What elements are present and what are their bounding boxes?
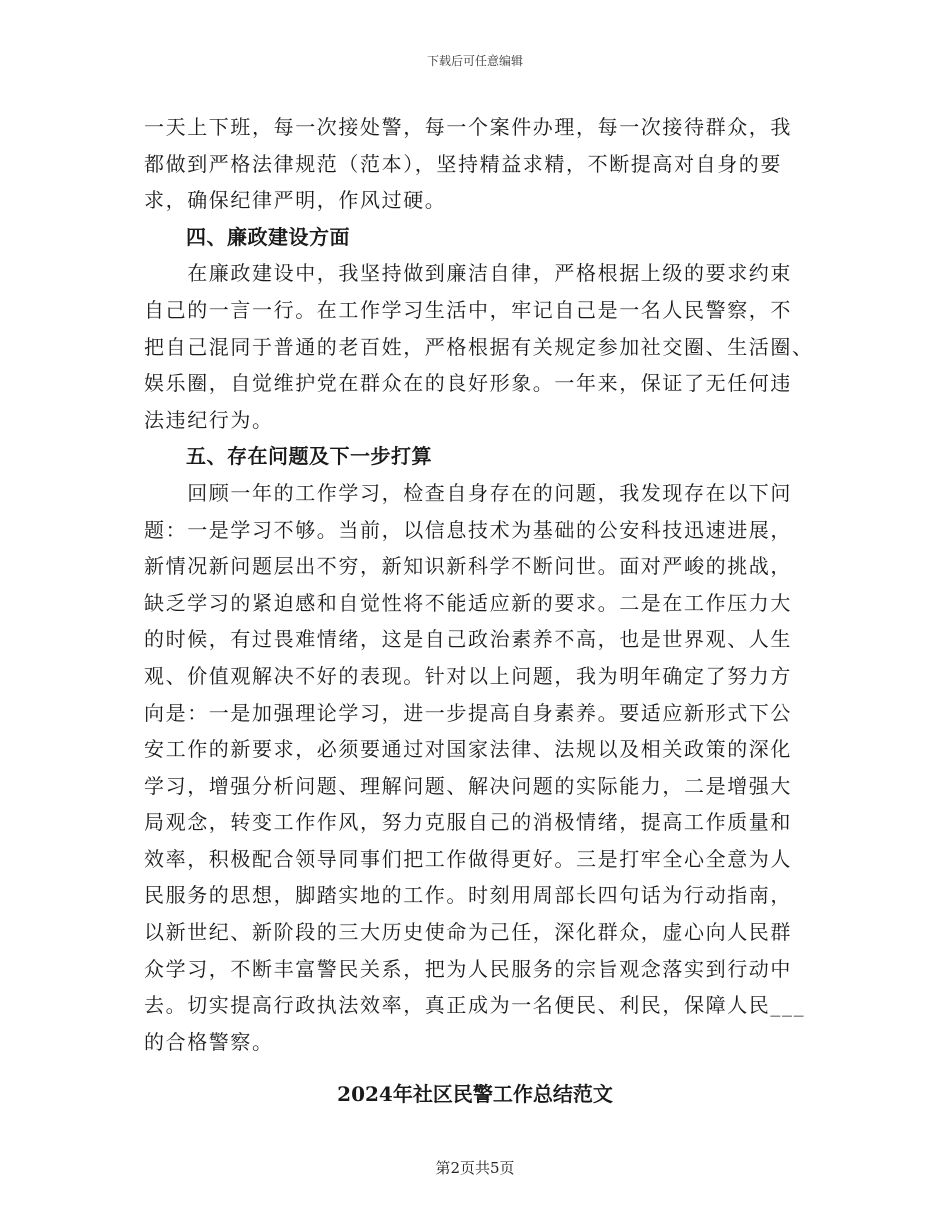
text-line: 一天上下班，每一次接处警，每一个案件办理，每一次接待群众，我 <box>144 115 792 139</box>
document-body <box>144 109 814 1060</box>
page-number: 第2页共5页 <box>435 1159 515 1177</box>
text-line: 的时候，有过畏难情绪，这是自己政治素养不高，也是世界观、人生 <box>144 627 792 652</box>
text-line: 安工作的新要求，必须要通过对国家法律、法规以及相关政策的深化 <box>144 737 792 762</box>
text-line: 学习，增强分析问题、理解问题、解决问题的实际能力，二是增强大 <box>144 773 792 798</box>
text-line: 回顾一年的工作学习，检查自身存在的问题，我发现存在以下问 <box>144 480 792 505</box>
text-line: 以新世纪、新阶段的三大历史使命为己任，深化群众，虚心向人民群 <box>144 920 792 945</box>
text-line: 向是：一是加强理论学习，进一步提高自身素养。要适应新形式下公 <box>144 700 792 725</box>
document-title: 2024年社区民警工作总结范文 <box>337 1082 613 1106</box>
text-line: 的合格警察。 <box>144 1029 274 1054</box>
text-line: 题：一是学习不够。当前，以信息技术为基础的公安科技迅速进展， <box>144 517 792 542</box>
text-line: 求，确保纪律严明，作风过硬。 <box>144 188 447 213</box>
text-line: 在廉政建设中，我坚持做到廉洁自律，严格根据上级的要求约束 <box>144 261 792 286</box>
section-heading: 五、存在问题及下一步打算 <box>186 444 432 469</box>
text-line: 缺乏学习的紧迫感和自觉性将不能适应新的要求。二是在工作压力大 <box>144 590 792 615</box>
text-line: 局观念，转变工作作风，努力克服自己的消极情绪，提高工作质量和 <box>144 810 792 835</box>
section-heading: 四、廉政建设方面 <box>186 224 350 249</box>
page-header: 下载后可任意编辑 <box>426 54 523 68</box>
text-line: 自己的一言一行。在工作学习生活中，牢记自己是一名人民警察，不 <box>144 297 792 322</box>
text-line: 去。切实提高行政执法效率，真正成为一名便民、利民，保障人民___ <box>144 993 806 1018</box>
text-line: 把自己混同于普通的老百姓，严格根据有关规定参加社交圈、生活圈、 <box>144 334 814 359</box>
text-line: 新情况新问题层出不穷，新知识新科学不断问世。面对严峻的挑战， <box>144 554 792 579</box>
text-line: 都做到严格法律规范（范本），坚持精益求精，不断提高对自身的要 <box>144 151 782 176</box>
text-line: 法违纪行为。 <box>144 407 274 432</box>
text-line: 众学习，不断丰富警民关系，把为人民服务的宗旨观念落实到行动中 <box>144 956 792 981</box>
text-line: 娱乐圈，自觉维护党在群众在的良好形象。一年来，保证了无任何违 <box>144 371 792 396</box>
text-line: 民服务的思想，脚踏实地的工作。时刻用周部长四句话为行动指南， <box>144 883 792 908</box>
text-line: 观、价值观解决不好的表现。针对以上问题，我为明年确定了努力方 <box>144 663 792 688</box>
text-line: 效率，积极配合领导同事们把工作做得更好。三是打牢全心全意为人 <box>144 846 792 871</box>
